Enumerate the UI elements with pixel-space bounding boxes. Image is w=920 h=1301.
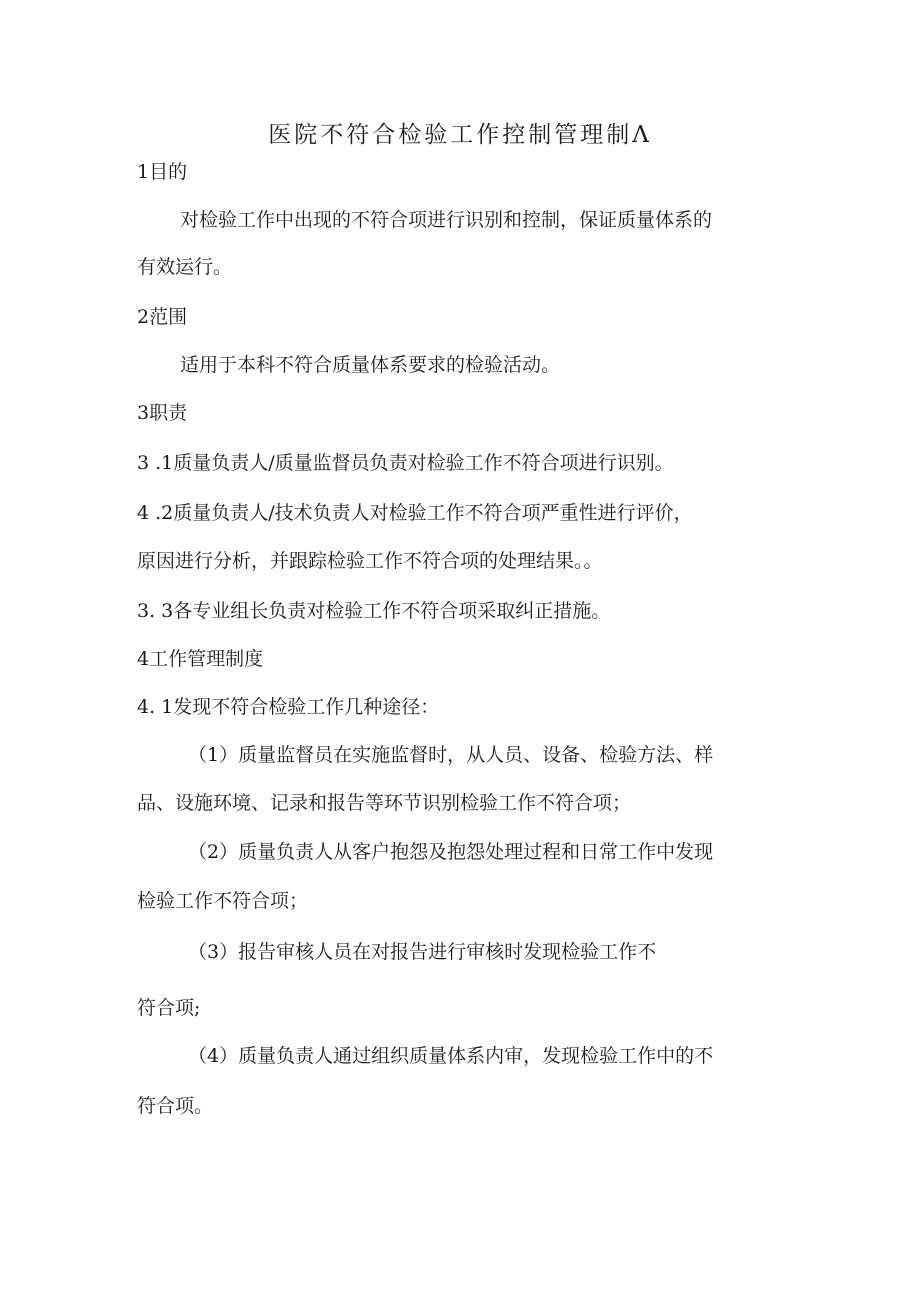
section-heading-duties: 3职责 — [137, 402, 188, 424]
paragraph-line: 符合项。 — [137, 1095, 214, 1117]
section-heading-management: 4工作管理制度 — [137, 648, 264, 670]
list-item: （2）质量负责人从客户抱怨及抱怨处理过程和日常工作中发现 — [188, 841, 714, 863]
paragraph-line: 符合项; — [137, 997, 201, 1019]
paragraph-line: 4. 1发现不符合检验工作几种途径： — [137, 696, 440, 718]
list-item: （1）质量监督员在实施监督时，从人员、设备、检验方法、样 — [188, 744, 714, 766]
paragraph-line: 3 .1质量负责人/质量监督员负责对检验工作不符合项进行识别。 — [137, 452, 674, 474]
document-title: 医院不符合检验工作控制管理制Λ — [268, 122, 652, 148]
paragraph-line: 3. 3各专业组长负责对检验工作不符合项采取纠正措施。 — [137, 600, 611, 622]
list-item: （3）报告审核人员在对报告进行审核时发现检验工作不 — [188, 941, 657, 963]
paragraph-line: 4 .2质量负责人/技术负责人对检验工作不符合项严重性进行评价， — [137, 502, 693, 524]
paragraph-line: 有效运行。 — [137, 256, 233, 278]
paragraph-line: 原因进行分析，并跟踪检验工作不符合项的处理结果。。 — [137, 550, 603, 572]
section-heading-scope: 2范围 — [137, 306, 188, 328]
list-item: （4）质量负责人通过组织质量体系内审，发现检验工作中的不 — [188, 1045, 714, 1067]
section-heading-purpose: 1目的 — [137, 161, 188, 183]
paragraph-line: 适用于本科不符合质量体系要求的检验活动。 — [180, 354, 561, 376]
paragraph-line: 对检验工作中出现的不符合项进行识别和控制，保证质量体系的 — [180, 209, 713, 231]
paragraph-line: 检验工作不符合项； — [137, 890, 309, 912]
paragraph-line: 品、设施环境、记录和报告等环节识别检验工作不符合项； — [137, 792, 632, 814]
